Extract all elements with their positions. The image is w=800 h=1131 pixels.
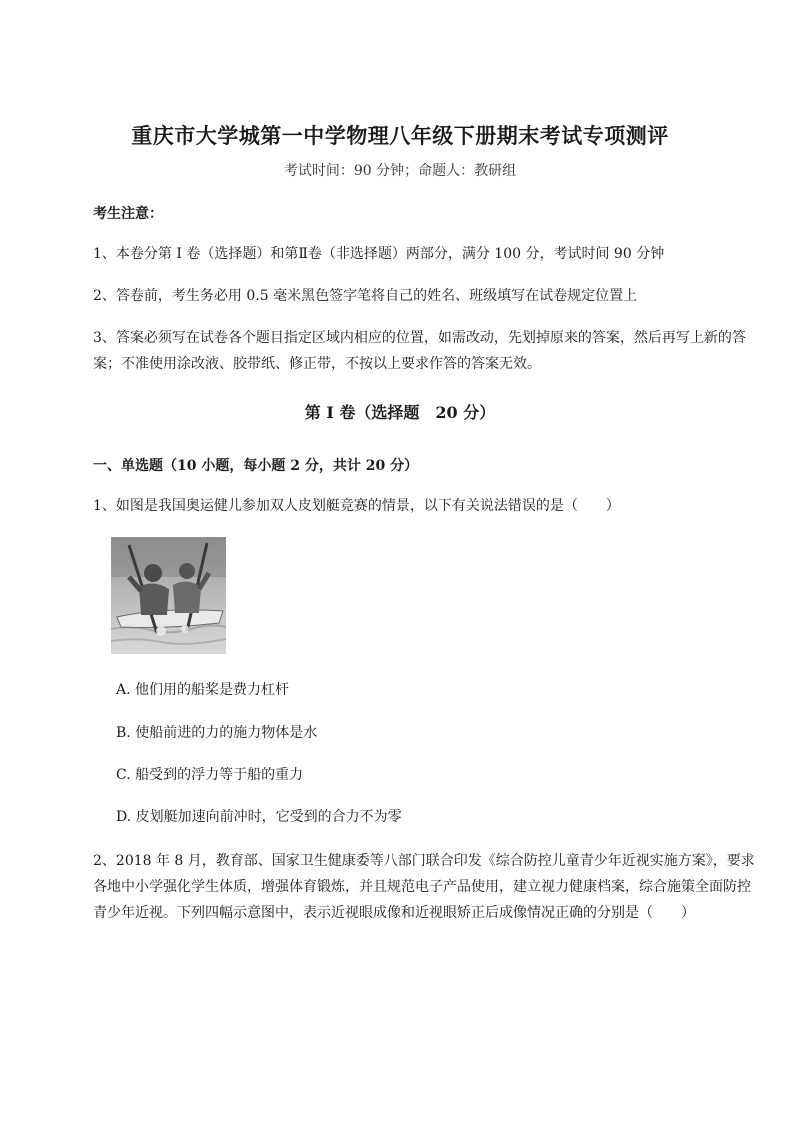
exam-subtitle: 考试时间：90 分钟；命题人：教研组 xyxy=(283,163,517,179)
section-title: 第 I 卷（选择题 20 分） xyxy=(304,403,496,422)
kayak-photo xyxy=(111,537,226,654)
question-1-option-d: D. 皮划艇加速向前冲时，它受到的合力不为零 xyxy=(116,809,402,825)
question-1-stem: 1、如图是我国奥运健儿参加双人皮划艇竞赛的情景，以下有关说法错误的是（ ） xyxy=(93,498,620,514)
notice-heading: 考生注意： xyxy=(93,206,163,222)
notice-item-3: 3、答案必须写在试卷各个题目指定区域内相应的位置，如需改动，先划掉原来的答案，然后再写上新的答案；不准使用涂改液、胶带纸、修正带，不按以上要求作答的答案无效。 xyxy=(93,330,746,372)
question-1-option-b: B. 使船前进的力的施力物体是水 xyxy=(116,725,318,741)
question-1-option-a: A. 他们用的船桨是费力杠杆 xyxy=(116,682,290,698)
question-2-stem: 2、2018 年 8 月，教育部、国家卫生健康委等八部门联合印发《综合防控儿童青少年近视实施方案》，要求各地中小学强化学生体质，增强体育锻炼，并且规范电子产品使用，建立视力健康档案，综合施策全面防控青少年近视。下列四幅示意图中，表示近视眼成像和近视眼矫正后成像情况正确的分别是（ ） xyxy=(93,853,755,921)
notice-item-1: 1、本卷分第 I 卷（选择题）和第Ⅱ卷（非选择题）两部分，满分 100 分，考试时间 90 分钟 xyxy=(93,246,665,262)
mcq-heading: 一、单选题（10 小题，每小题 2 分，共计 20 分） xyxy=(93,458,419,474)
question-1-option-c: C. 船受到的浮力等于船的重力 xyxy=(116,767,304,783)
exam-title: 重庆市大学城第一中学物理八年级下册期末考试专项测评 xyxy=(131,123,669,148)
notice-item-2: 2、答卷前，考生务必用 0.5 毫米黑色签字笔将自己的姓名、班级填写在试卷规定位置上 xyxy=(93,288,638,304)
